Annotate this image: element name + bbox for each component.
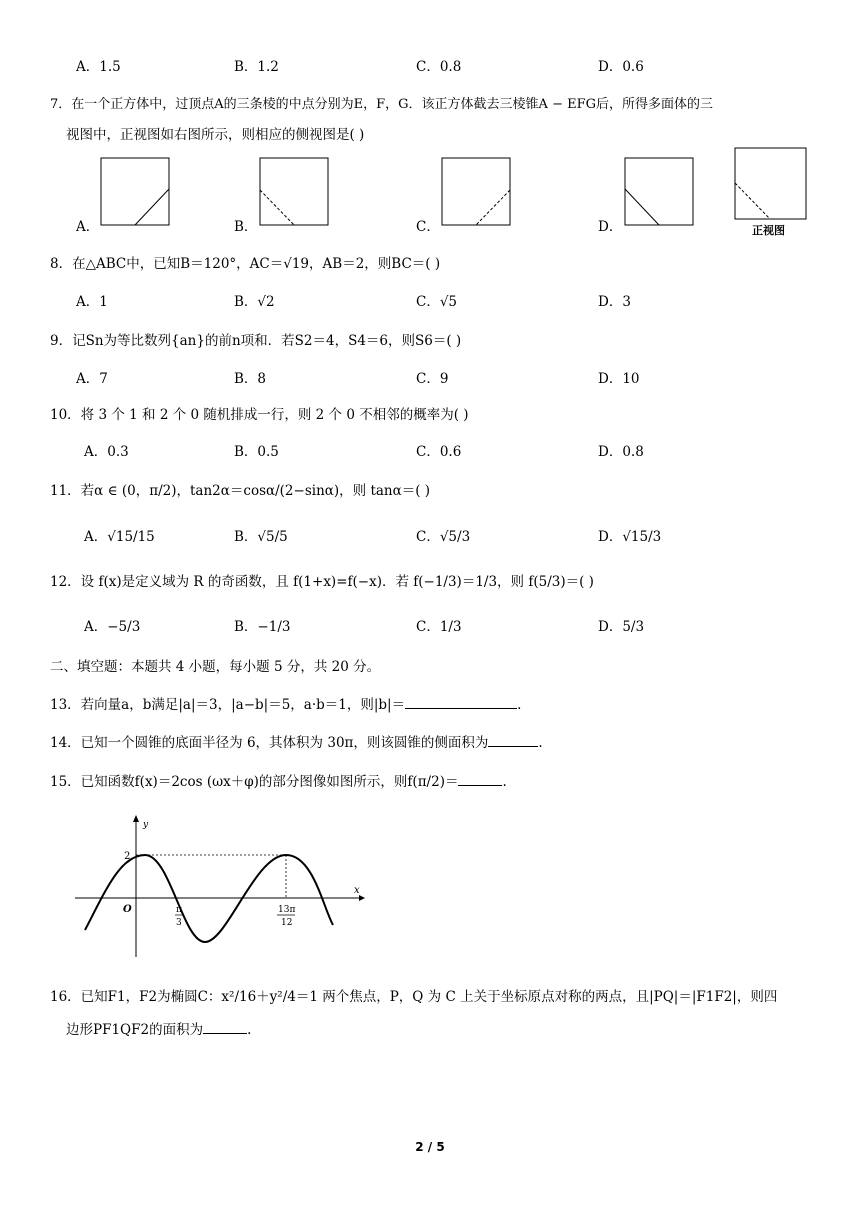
- q8-option-d: D．3: [598, 294, 631, 310]
- q7-figure-b: [259, 157, 331, 227]
- q7-front-view-caption: 正视图: [752, 224, 785, 237]
- q6-option-a: A．1.5: [76, 59, 121, 75]
- q16-line2-text: 边形PF1QF2的面积为: [66, 1022, 204, 1038]
- q7-label-a: A．: [76, 219, 100, 235]
- q7-front-view-figure: [734, 147, 808, 221]
- y-value-label: 2: [124, 851, 131, 862]
- q11-option-d: D．√15/3: [598, 529, 662, 545]
- q12-option-a: A．−5/3: [84, 619, 141, 635]
- q12-option-c: C．1/3: [416, 619, 462, 635]
- q15-text: 15．已知函数f(x)＝2cos (ωx＋φ)的部分图像如图所示，则f(π/2)＝: [50, 774, 459, 790]
- q9-stem: 9．记Sn为等比数列{an}的前n项和．若S2＝4，S4＝6，则S6＝( ): [50, 333, 462, 349]
- y-axis-label: y: [143, 820, 149, 830]
- q9-option-b: B．8: [234, 371, 267, 387]
- q13-stem: 13．若向量a，b满足|a|＝3，|a−b|＝5，a·b＝1，则|b|＝ .: [50, 697, 522, 713]
- x-axis-arrow: [359, 895, 365, 901]
- q7-label-d: D．: [598, 219, 623, 235]
- origin-label: O: [123, 904, 132, 915]
- q15-answer-blank: [458, 784, 502, 786]
- q9-option-c: C．9: [416, 371, 449, 387]
- q9-option-d: D．10: [598, 371, 640, 387]
- q16-stem-line1: 16．已知F1，F2为椭圆C：x²/16＋y²/4＝1 两个焦点，P，Q 为 C 上关于坐标原点对称的两点，且|PQ|＝|F1F2|，则四: [50, 989, 778, 1005]
- q11-option-a: A．√15/15: [84, 529, 155, 545]
- q7-figure-c: [441, 157, 513, 227]
- q6-option-c: C．0.8: [416, 59, 462, 75]
- q12-option-b: B．−1/3: [234, 619, 291, 635]
- section-2-heading: 二、填空题：本题共 4 小题，每小题 5 分，共 20 分。: [50, 659, 381, 675]
- q10-stem: 10．将 3 个 1 和 2 个 0 随机排成一行，则 2 个 0 不相邻的概率为( ): [50, 407, 469, 423]
- q12-option-d: D．5/3: [598, 619, 645, 635]
- q8-option-a: A．1: [76, 294, 108, 310]
- q11-option-b: B．√5/5: [234, 529, 288, 545]
- q10-option-c: C．0.6: [416, 444, 462, 460]
- q8-option-b: B．√2: [234, 294, 275, 310]
- q11-stem: 11．若α ∈ (0，π/2)，tan2α＝cosα/(2−sinα)，则 tanα＝( ): [50, 483, 431, 499]
- tick1-numerator: π: [176, 905, 182, 915]
- q10-option-d: D．0.8: [598, 444, 644, 460]
- q11-option-c: C．√5/3: [416, 529, 471, 545]
- q14-text: 14．已知一个圆锥的底面半径为 6，其体积为 30π，则该圆锥的侧面积为: [50, 735, 489, 751]
- q8-option-c: C．√5: [416, 294, 458, 310]
- q13-text: 13．若向量a，b满足|a|＝3，|a−b|＝5，a·b＝1，则|b|＝: [50, 697, 406, 713]
- q15-function-graph: [75, 812, 365, 960]
- q14-answer-blank: [488, 745, 538, 747]
- tick1-denominator: 3: [176, 918, 182, 928]
- q8-stem: 8．在△ABC中，已知B＝120°，AC＝√19，AB＝2，则BC＝( ): [50, 256, 441, 272]
- q7-figure-d: [624, 157, 696, 227]
- q9-option-a: A．7: [76, 371, 108, 387]
- q14-stem: 14．已知一个圆锥的底面半径为 6，其体积为 30π，则该圆锥的侧面积为 .: [50, 735, 543, 751]
- q15-stem: 15．已知函数f(x)＝2cos (ωx＋φ)的部分图像如图所示，则f(π/2)＝ .: [50, 774, 507, 790]
- y-axis-arrow: [133, 815, 139, 822]
- q16-answer-blank: [203, 1032, 247, 1034]
- q7-stem-line2: 视图中，正视图如右图所示，则相应的侧视图是( ): [66, 127, 365, 143]
- x-axis-label: x: [354, 885, 360, 896]
- q7-figure-a: [100, 157, 172, 227]
- q7-label-c: C．: [416, 219, 440, 235]
- page-number: 2 / 5: [415, 1140, 445, 1154]
- q10-option-b: B．0.5: [234, 444, 279, 460]
- q6-option-d: D．0.6: [598, 59, 644, 75]
- tick2-numerator: 13π: [278, 905, 296, 915]
- q7-label-b: B．: [234, 219, 258, 235]
- q10-option-a: A．0.3: [84, 444, 129, 460]
- q6-option-b: B．1.2: [234, 59, 279, 75]
- q16-stem-line2: 边形PF1QF2的面积为 .: [66, 1022, 252, 1038]
- q12-stem: 12．设 f(x)是定义域为 R 的奇函数，且 f(1+x)=f(−x)．若 f(−1/3)＝1/3，则 f(5/3)＝( ): [50, 574, 594, 590]
- q13-answer-blank: [405, 707, 517, 709]
- tick2-denominator: 12: [281, 918, 293, 928]
- q7-stem-line1: 7．在一个正方体中，过顶点A的三条棱的中点分别为E，F，G．该正方体截去三棱锥A − EFG后，所得多面体的三: [50, 97, 713, 112]
